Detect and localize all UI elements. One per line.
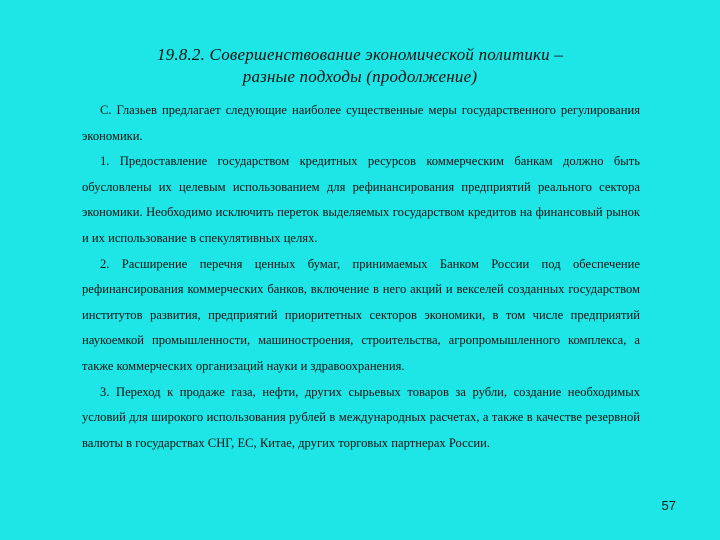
slide-title [60,44,660,88]
paragraph-point-2: 2. Расширение перечня ценных бумаг, принимаемых Банком России под обеспечение рефинансирования коммерческих банков, включение в него акций и векселей созданных государством институтов развития, предприятий приоритетных секторов экономики, в том числе предприятий наукоемкой промышленности, машиностроения, строительства, агропромышленного комплекса, а также коммерческих организаций науки и здравоохранения. [82,256,640,373]
title-line-1: 19.8.2. Совершенствование экономической политики – [156,45,564,64]
paragraph-point-3: 3. Переход к продаже газа, нефти, других сырьевых товаров за рубли, создание необходимых условий для широкого использования рублей в международных расчетах, а также в качестве резервной валюты в государствах СНГ, ЕС, Китае, других торговых партнерах России. [82,384,640,450]
paragraph-point-1: 1. Предоставление государством кредитных ресурсов коммерческим банкам должно быть обусловлены их целевым использованием для рефинансирования предприятий реального сектора экономики. Необходимо исключить переток выделяемых государством кредитов на финансовый рынок и их использование в спекулятивных целях. [82,154,640,245]
paragraph-intro: С. Глазьев предлагает следующие наиболее существенные меры государственного регулирования экономики. [82,103,640,143]
slide-body [82,98,640,456]
title-line-2: разные подходы (продолжение) [242,67,478,86]
page-number: 57 [661,498,676,513]
